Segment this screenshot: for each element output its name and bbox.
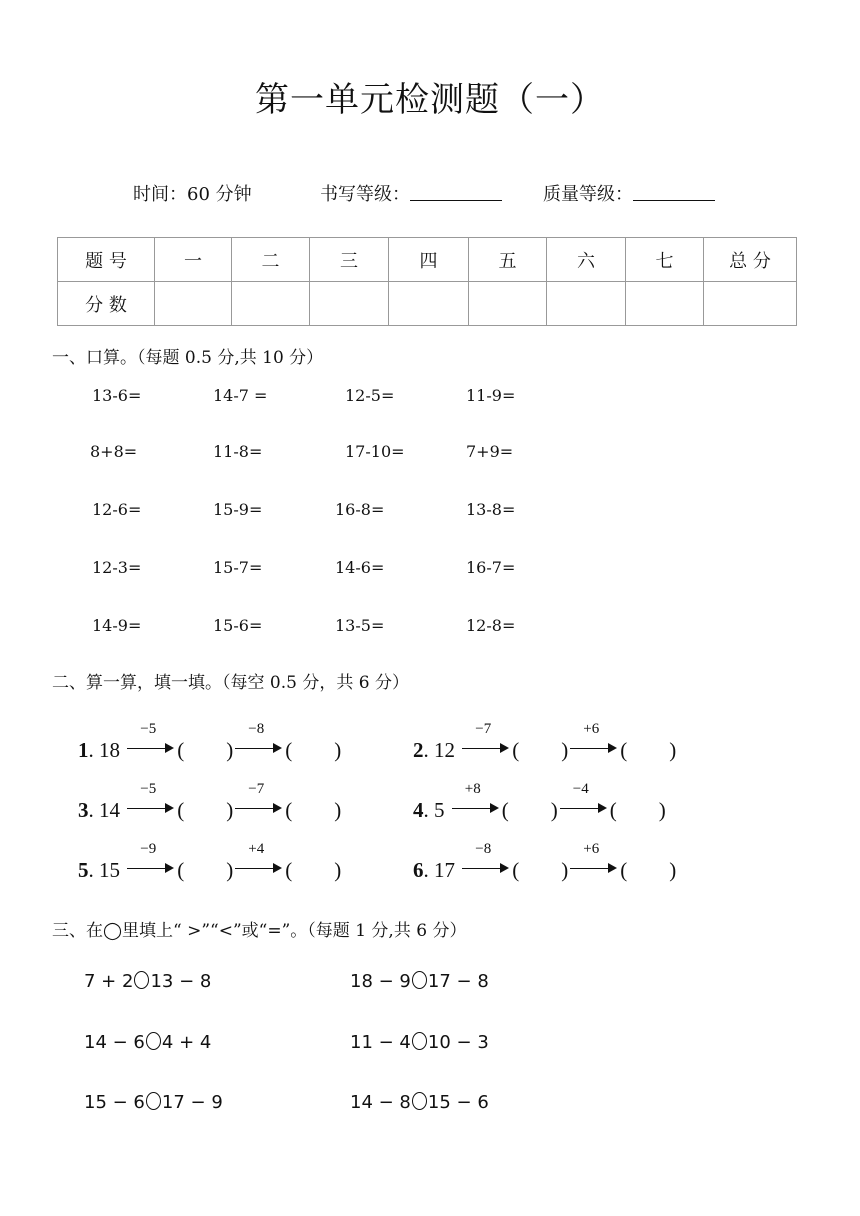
oral-problem: 11-9= bbox=[466, 386, 516, 405]
operation-label: −9 bbox=[140, 841, 157, 857]
problem-number: 6 bbox=[413, 858, 424, 882]
problem-number: 1 bbox=[78, 738, 89, 762]
compare-problem bbox=[350, 1032, 489, 1053]
answer-blank[interactable]: ( ) bbox=[512, 858, 569, 882]
row-label: 分 数 bbox=[58, 282, 155, 326]
writing-grade-label: 书写等级： bbox=[320, 184, 410, 205]
compare-problem bbox=[84, 971, 211, 992]
problem-number: 2 bbox=[413, 738, 424, 762]
quality-grade-field[interactable] bbox=[543, 180, 633, 206]
operation-label: −5 bbox=[140, 781, 157, 797]
section3-heading: 三、在◯里填上“ >”“<”或“=”。（每题 1 分,共 6 分） bbox=[52, 921, 467, 941]
header-cell: 五 bbox=[469, 238, 547, 282]
answer-blank[interactable]: ( ) bbox=[177, 738, 234, 762]
section2-heading: 二、算一算，填一填。（每空 0.5 分，共 6 分） bbox=[52, 673, 409, 693]
compare-right: 15 − 6 bbox=[427, 1092, 489, 1113]
compare-left: 18 − 9 bbox=[350, 971, 411, 992]
oral-problem: 8+8= bbox=[90, 442, 138, 461]
answer-blank[interactable]: ( ) bbox=[512, 738, 569, 762]
answer-blank[interactable]: ( ) bbox=[501, 798, 558, 822]
start-value: 14 bbox=[99, 798, 120, 822]
oral-problem: 12-6= bbox=[92, 500, 142, 519]
chain-problem-3: 3. 14 −5 ( ) −7 ( ) bbox=[78, 781, 342, 822]
answer-blank[interactable]: ( ) bbox=[285, 798, 342, 822]
compare-right: 13 − 8 bbox=[150, 971, 212, 992]
answer-circle[interactable] bbox=[146, 1032, 161, 1050]
score-table-header-row bbox=[58, 238, 797, 282]
header-cell: 六 bbox=[547, 238, 626, 282]
arrow-icon bbox=[125, 781, 177, 821]
compare-right: 17 − 9 bbox=[161, 1092, 223, 1113]
start-value: 5 bbox=[434, 798, 445, 822]
arrow-icon bbox=[233, 841, 285, 881]
answer-blank[interactable]: ( ) bbox=[177, 798, 234, 822]
operation-label: −4 bbox=[572, 781, 589, 797]
oral-problem: 7+9= bbox=[466, 442, 514, 461]
compare-left: 14 − 8 bbox=[350, 1092, 411, 1113]
answer-blank[interactable]: ( ) bbox=[620, 858, 677, 882]
chain-problem-2: 2. 12 −7 ( ) +6 ( ) bbox=[413, 721, 677, 762]
header-cell: 题 号 bbox=[58, 238, 155, 282]
oral-problem: 17-10= bbox=[345, 442, 405, 461]
compare-problem bbox=[84, 1032, 211, 1053]
chain-problem-5: 5. 15 −9 ( ) +4 ( ) bbox=[78, 841, 342, 882]
operation-label: +4 bbox=[248, 841, 265, 857]
header-cell: 总 分 bbox=[704, 238, 797, 282]
operation-label: +6 bbox=[583, 721, 600, 737]
oral-problem: 14-9= bbox=[92, 616, 142, 635]
arrow-icon bbox=[568, 841, 620, 881]
arrow-icon bbox=[125, 721, 177, 761]
problem-number: 5 bbox=[78, 858, 89, 882]
section1-heading: 一、口算。（每题 0.5 分,共 10 分） bbox=[52, 348, 324, 368]
header-cell: 二 bbox=[232, 238, 310, 282]
score-cell[interactable] bbox=[626, 282, 704, 326]
answer-circle[interactable] bbox=[412, 1032, 427, 1050]
oral-problem: 13-5= bbox=[335, 616, 385, 635]
arrow-icon bbox=[460, 841, 512, 881]
answer-circle[interactable] bbox=[146, 1092, 161, 1110]
oral-problem: 11-8= bbox=[213, 442, 263, 461]
page-title: 第一单元检测题（一） bbox=[255, 80, 605, 120]
oral-problem: 12-8= bbox=[466, 616, 516, 635]
answer-blank[interactable]: ( ) bbox=[609, 798, 666, 822]
chain-problem-4: 4. 5 +8 ( ) −4 ( ) bbox=[413, 781, 666, 822]
oral-problem: 13-8= bbox=[466, 500, 516, 519]
start-value: 17 bbox=[434, 858, 455, 882]
header-cell: 一 bbox=[155, 238, 232, 282]
compare-left: 14 − 6 bbox=[84, 1032, 145, 1053]
compare-right: 10 − 3 bbox=[427, 1032, 489, 1053]
operation-label: +6 bbox=[583, 841, 600, 857]
arrow-icon bbox=[233, 781, 285, 821]
operation-label: −8 bbox=[248, 721, 265, 737]
score-cell[interactable] bbox=[389, 282, 469, 326]
answer-blank[interactable]: ( ) bbox=[285, 858, 342, 882]
compare-left: 11 − 4 bbox=[350, 1032, 411, 1053]
oral-problem: 14-6= bbox=[335, 558, 385, 577]
score-cell[interactable] bbox=[155, 282, 232, 326]
answer-blank[interactable]: ( ) bbox=[177, 858, 234, 882]
operation-label: −7 bbox=[475, 721, 492, 737]
score-cell[interactable] bbox=[469, 282, 547, 326]
operation-label: −8 bbox=[475, 841, 492, 857]
start-value: 15 bbox=[99, 858, 120, 882]
start-value: 18 bbox=[99, 738, 120, 762]
chain-problem-6: 6. 17 −8 ( ) +6 ( ) bbox=[413, 841, 677, 882]
score-cell[interactable] bbox=[704, 282, 797, 326]
operation-label: +8 bbox=[464, 781, 481, 797]
oral-problem: 16-7= bbox=[466, 558, 516, 577]
compare-right: 17 − 8 bbox=[427, 971, 489, 992]
writing-grade-field[interactable] bbox=[320, 180, 410, 206]
time-limit: 时间：60 分钟 bbox=[133, 184, 252, 205]
quality-grade-blank[interactable] bbox=[633, 180, 715, 201]
oral-problem: 14-7 = bbox=[213, 386, 268, 405]
score-cell[interactable] bbox=[310, 282, 389, 326]
operation-label: −5 bbox=[140, 721, 157, 737]
chain-problem-1: 1. 18 −5 ( ) −8 ( ) bbox=[78, 721, 342, 762]
arrow-icon bbox=[460, 721, 512, 761]
quality-grade-label: 质量等级： bbox=[543, 184, 633, 205]
oral-problem: 12-3= bbox=[92, 558, 142, 577]
score-table bbox=[57, 237, 797, 326]
compare-right: 4 + 4 bbox=[161, 1032, 212, 1053]
answer-circle[interactable] bbox=[134, 971, 149, 989]
answer-blank[interactable]: ( ) bbox=[285, 738, 342, 762]
oral-problem: 15-6= bbox=[213, 616, 263, 635]
score-cell[interactable] bbox=[547, 282, 626, 326]
answer-circle[interactable] bbox=[412, 971, 427, 989]
oral-problem: 13-6= bbox=[92, 386, 142, 405]
operation-label: −7 bbox=[248, 781, 265, 797]
answer-blank[interactable]: ( ) bbox=[620, 738, 677, 762]
score-table-score-row bbox=[58, 282, 797, 326]
oral-problem: 12-5= bbox=[345, 386, 395, 405]
answer-circle[interactable] bbox=[412, 1092, 427, 1110]
arrow-icon bbox=[125, 841, 177, 881]
score-cell[interactable] bbox=[232, 282, 310, 326]
compare-problem bbox=[84, 1092, 223, 1113]
header-cell: 七 bbox=[626, 238, 704, 282]
problem-number: 4 bbox=[413, 798, 424, 822]
oral-problem: 16-8= bbox=[335, 500, 385, 519]
arrow-icon bbox=[450, 781, 502, 821]
oral-problem: 15-7= bbox=[213, 558, 263, 577]
start-value: 12 bbox=[434, 738, 455, 762]
compare-left: 7 + 2 bbox=[84, 971, 134, 992]
header-cell: 三 bbox=[310, 238, 389, 282]
arrow-icon bbox=[233, 721, 285, 761]
compare-problem bbox=[350, 971, 489, 992]
arrow-icon bbox=[558, 781, 610, 821]
writing-grade-blank[interactable] bbox=[410, 180, 502, 201]
compare-left: 15 − 6 bbox=[84, 1092, 145, 1113]
oral-problem: 15-9= bbox=[213, 500, 263, 519]
problem-number: 3 bbox=[78, 798, 89, 822]
header-cell: 四 bbox=[389, 238, 469, 282]
arrow-icon bbox=[568, 721, 620, 761]
compare-problem bbox=[350, 1092, 489, 1113]
